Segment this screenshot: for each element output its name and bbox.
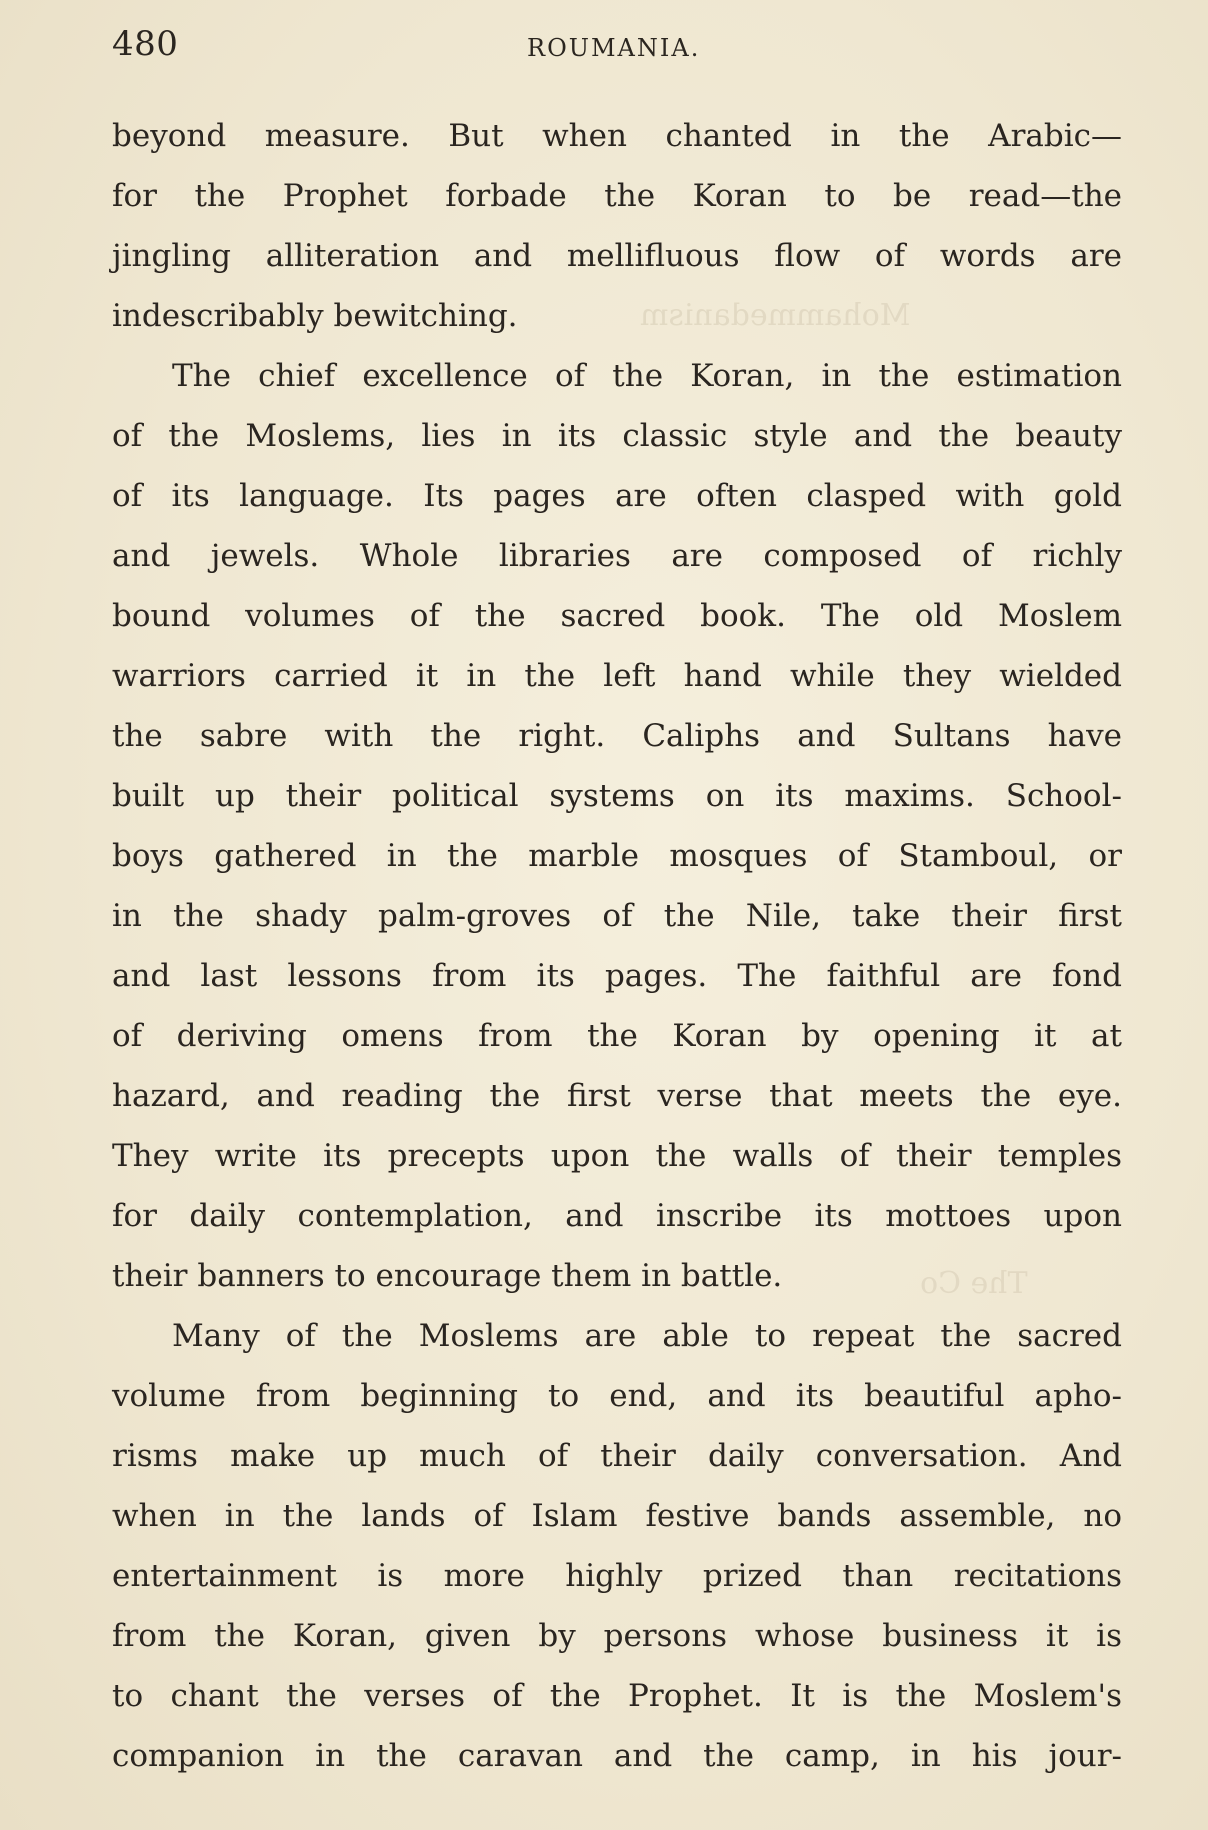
text-line: entertainment is more highly prized than recitations — [112, 1558, 1122, 1594]
show-through-text: Mohammedanism — [640, 298, 911, 333]
paragraph — [112, 106, 1122, 346]
paragraph — [112, 1306, 1122, 1786]
text-line: boys gathered in the marble mosques of Stamboul, or — [112, 838, 1122, 874]
text-line: warriors carried it in the left hand while they wielded — [112, 658, 1122, 694]
text-line: companion in the caravan and the camp, in his jour- — [112, 1738, 1122, 1774]
text-line: The chief excellence of the Koran, in the estimation — [172, 358, 1122, 394]
text-line: for daily contemplation, and inscribe its mottoes upon — [112, 1198, 1122, 1234]
show-through-text: The Co — [920, 1266, 1028, 1301]
text-line: for the Prophet forbade the Koran to be read—the — [112, 178, 1122, 214]
text-line: of deriving omens from the Koran by opening it at — [112, 1018, 1122, 1054]
text-line: beyond measure. But when chanted in the Arabic— — [112, 118, 1122, 154]
text-line: from the Koran, given by persons whose business it is — [112, 1618, 1122, 1654]
running-head: ROUMANIA. — [527, 34, 701, 62]
text-line: of the Moslems, lies in its classic style and the beauty — [112, 418, 1122, 454]
text-line: to chant the verses of the Prophet. It is the Moslem's — [112, 1678, 1122, 1714]
text-line: in the shady palm-groves of the Nile, take their first — [112, 898, 1122, 934]
text-line: of its language. Its pages are often clasped with gold — [112, 478, 1122, 514]
text-line: when in the lands of Islam festive bands assemble, no — [112, 1498, 1122, 1534]
body-text — [112, 106, 1122, 1786]
page-header — [112, 18, 1112, 68]
text-line: their banners to encourage them in battle. — [112, 1258, 783, 1294]
text-line: built up their political systems on its maxims. School- — [112, 778, 1122, 814]
text-line: Many of the Moslems are able to repeat the sacred — [172, 1318, 1122, 1354]
text-line: risms make up much of their daily conversation. And — [112, 1438, 1122, 1474]
text-line: indescribably bewitching. — [112, 298, 518, 334]
text-line: bound volumes of the sacred book. The old Moslem — [112, 598, 1122, 634]
page-number: 480 — [112, 24, 179, 64]
text-line: jingling alliteration and mellifluous flow of words are — [112, 238, 1122, 274]
text-line: They write its precepts upon the walls of their temples — [112, 1138, 1122, 1174]
text-line: and last lessons from its pages. The faithful are fond — [112, 958, 1122, 994]
text-line: the sabre with the right. Caliphs and Sultans have — [112, 718, 1122, 754]
text-line: volume from beginning to end, and its beautiful apho- — [112, 1378, 1122, 1414]
text-line: hazard, and reading the first verse that meets the eye. — [112, 1078, 1122, 1114]
paragraph — [112, 346, 1122, 1306]
text-line: and jewels. Whole libraries are composed of richly — [112, 538, 1122, 574]
